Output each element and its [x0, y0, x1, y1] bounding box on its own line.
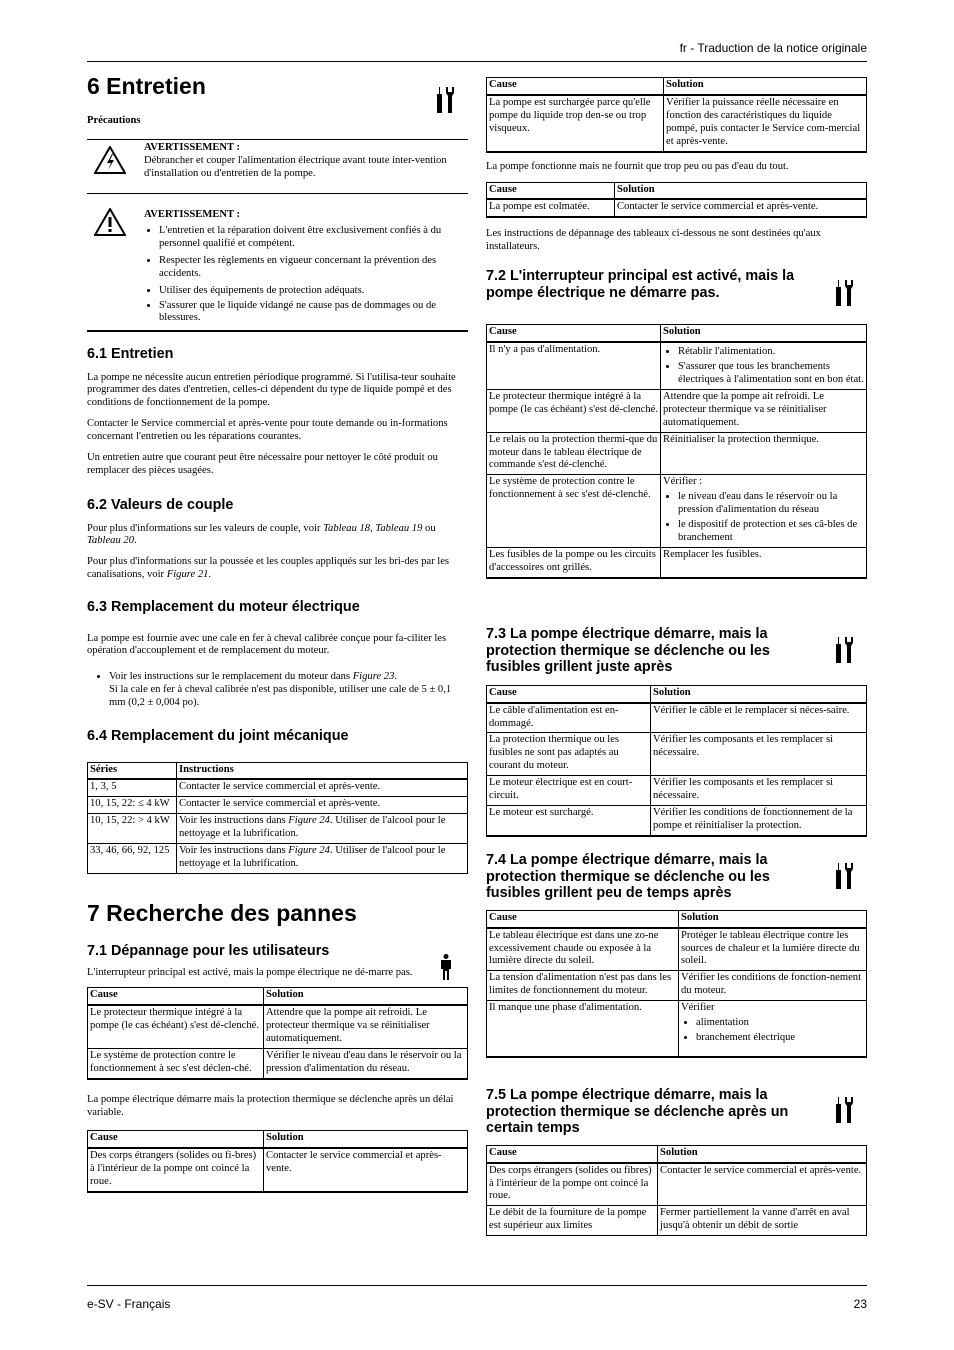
list-item: • le niveau d'eau dans le réservoir ou la pression d'alimentation du réseau [678, 491, 864, 517]
section-6-1 [87, 346, 465, 478]
table-row: Il n'y a pas d'alimentation. • Rétablir l'alimentation. • S'assurer que tous les branchements électriques à l'alimentation sont en bon état. [487, 342, 867, 389]
list-item: • le dispositif de protection et ses câ-bles de branchement [678, 519, 864, 545]
warning-triangle-icon [94, 208, 126, 236]
table-header: Solution [661, 325, 867, 342]
footer-rule [87, 1285, 867, 1286]
tools-icon [436, 87, 454, 113]
section-6-2-title: 6.2 Valeurs de couple [87, 497, 234, 513]
table-row: La pompe est surchargée parce qu'elle pompe du liquide trop den-se ou trop visqueux. Vérifier la puissance réelle nécessaire en fonction des caractéristiques du liquide pompé, puis contacter le Service com-mercial et après-vente. [487, 95, 867, 152]
list-item: • S'assurer que tous les branchements électriques à l'alimentation sont en bon état. [678, 361, 864, 387]
paragraph: Un entretien autre que courant peut être nécessaire pour nettoyer le côté produit ou remplacer des pièces usagées. [87, 452, 438, 477]
table-header: Cause [487, 1145, 658, 1162]
table-row: Le moteur électrique est en court-circuit. Vérifier les composants et les remplacer si nécessaire. [487, 776, 867, 806]
troubleshooting-table [486, 1145, 867, 1237]
table-row: Le système de protection contre le fonctionnement à sec s'est déclen-ché. Vérifier le niveau d'eau dans le réservoir ou la pression d'alimentation du réseau. [88, 1049, 468, 1079]
paragraph: Pour plus d'informations sur les valeurs de couple, voir Tableau 18, Tableau 19 ou Tableau 20. [87, 522, 436, 547]
section-6-4 [87, 728, 468, 874]
table-row: Le protecteur thermique intégré à la pompe (le cas échéant) s'est dé-clenché. Attendre que la pompe ait refroidi. Le protecteur thermique va se réinitialiser automatiquement. [88, 1005, 468, 1048]
table-row: Des corps étrangers (solides ou fibres) à l'intérieur de la pompe ont coincé la roue. Contacter le service commercial et après-vente. [487, 1163, 867, 1206]
right-column [486, 77, 867, 254]
table-row: Le protecteur thermique intégré à la pompe (le cas échéant) s'est dé-clenché. Attendre que la pompe ait refroidi. Le protecteur thermique va se réinitialiser automatiquement. [487, 389, 867, 432]
section-7-5 [486, 1087, 867, 1236]
tools-icon [835, 637, 853, 663]
section-7-1-title: 7.1 Dépannage pour les utilisateurs [87, 943, 330, 959]
table-header: Cause [487, 182, 615, 199]
table-row: La protection thermique ou les fusibles ne sont pas adaptés au courant du moteur. Vérifier les composants et les remplacer si nécessaire. [487, 733, 867, 776]
section-7-3-title: 7.3 La pompe électrique démarre, mais la protection thermique se déclenche ou les fusibles grillent juste après [486, 626, 770, 676]
tools-icon [835, 280, 853, 306]
figure-ref[interactable]: Figure 21 [166, 569, 209, 581]
table-row: Le câble d'alimentation est en-dommagé. Vérifier le câble et le remplacer si néces-saire. [487, 703, 867, 733]
list-item: • alimentation [696, 1017, 864, 1030]
paragraph: La pompe ne nécessite aucun entretien périodique programmé. Si l'utilisa-teur souhaite programmer des dates d'entretien, celles-ci dépendent du type de liquide pompé et des conditions de fonctionnement de la pompe. [87, 371, 456, 409]
paragraph: La pompe fonctionne mais ne fournit que trop peu ou pas d'eau du tout. [486, 160, 789, 172]
warning-1-text: Débrancher et couper l'alimentation électrique avant toute inter-vention d'installation ou d'entretien de la pompe. [144, 154, 447, 179]
table-header: Solution [679, 910, 867, 927]
warning-2-title: AVERTISSEMENT : [144, 209, 241, 220]
warning-2-item: • S'assurer que le liquide vidangé ne cause pas de dommages ou de blessures. [159, 300, 466, 326]
troubleshooting-table [486, 77, 867, 153]
seal-table [87, 762, 468, 874]
section-7-title: 7 Recherche des pannes [87, 900, 357, 926]
section-6-1-title: 6.1 Entretien [87, 346, 174, 362]
tools-icon [835, 1097, 853, 1123]
table-header: Solution [264, 1130, 468, 1147]
troubleshooting-table [486, 685, 867, 837]
paragraph: Contacter le Service commercial et après-vente pour toute demande ou in-formations concernant l'entretien ou les réparations courantes. [87, 418, 448, 443]
table-header: Instructions [177, 762, 468, 779]
warning-triangle-icon [94, 146, 126, 174]
table-header: Solution [664, 78, 867, 95]
table-header: Cause [88, 1130, 264, 1147]
troubleshooting-table [87, 1130, 468, 1193]
table-ref[interactable]: Tableau 20 [87, 535, 134, 547]
table-row: 10, 15, 22: > 4 kW Voir les instructions dans Figure 24. Utiliser de l'alcool pour le nettoyage et la lubrification. [88, 814, 468, 844]
warning-1-title: AVERTISSEMENT : [144, 142, 241, 153]
table-ref[interactable]: Tableau 18 [323, 522, 371, 534]
warning-box-2 [87, 193, 468, 332]
table-row: Le tableau électrique est dans une zo-ne excessivement chaude ou exposée à la lumière directe du soleil. Protéger le tableau électrique contre les sources de chaleur et la lumière directe du soleil. [487, 928, 867, 971]
troubleshooting-table [486, 910, 867, 1059]
table-row: Le moteur est surchargé. Vérifier les conditions de fonctionnement de la pompe et réinitialiser la protection. [487, 806, 867, 836]
paragraph: L'interrupteur principal est activé, mais la pompe électrique ne dé-marre pas. [87, 966, 413, 978]
list-item: • Rétablir l'alimentation. [678, 346, 864, 359]
precautions-label: Précautions [87, 115, 141, 126]
table-header: Cause [487, 685, 651, 702]
warning-2-item: • Respecter les règlements en vigueur concernant la prévention des accidents. [159, 255, 466, 281]
troubleshooting-table [87, 987, 468, 1080]
table-row: La pompe est colmatée. Contacter le service commercial et après-vente. [487, 199, 867, 217]
header-rule [87, 61, 867, 62]
section-7-2 [486, 268, 867, 579]
section-6-3 [87, 599, 465, 714]
table-row: 10, 15, 22: ≤ 4 kW Contacter le service commercial et après-vente. [88, 797, 468, 814]
section-6-2 [87, 497, 465, 582]
list-item: • branchement électrique [696, 1032, 864, 1045]
table-header: Cause [88, 988, 264, 1005]
section-7-4 [486, 852, 867, 1058]
page-number: 23 [853, 1297, 867, 1311]
figure-ref[interactable]: Figure 23 [352, 671, 395, 683]
table-row: Le système de protection contre le fonctionnement à sec s'est dé-clenché. Vérifier : • le niveau d'eau dans le réservoir ou la pression d'alimentation du réseau • le dispositif de protection et ses câ-bles de branchement [487, 475, 867, 548]
table-ref[interactable]: Tableau 19 [375, 522, 423, 534]
table-header: Solution [264, 988, 468, 1005]
footer-document-name: e-SV - Français [87, 1297, 171, 1311]
table-header: Solution [615, 182, 867, 199]
table-header: Solution [658, 1145, 867, 1162]
warning-box-1 [87, 139, 468, 194]
table-row: Il manque une phase d'alimentation. Vérifier • alimentation • branchement électrique [487, 1001, 867, 1058]
table-header: Séries [88, 762, 177, 779]
section-6-4-title: 6.4 Remplacement du joint mécanique [87, 728, 349, 744]
table-row: 33, 46, 66, 92, 125 Voir les instructions dans Figure 24. Utiliser de l'alcool pour le nettoyage et la lubrification. [88, 844, 468, 874]
paragraph: La pompe est fournie avec une cale en fer à cheval calibrée conçue pour fa-ciliter les opération d'accouplement et de remplacement du moteur. [87, 632, 447, 657]
table-row: 1, 3, 5 Contacter le service commercial et après-vente. [88, 779, 468, 796]
table-header: Solution [651, 685, 867, 702]
running-header: fr - Traduction de la notice originale [679, 41, 867, 55]
section-7-4-title: 7.4 La pompe électrique démarre, mais la protection thermique se déclenche ou les fusibles grillent peu de temps après [486, 852, 770, 902]
section-6-title: 6 Entretien [87, 73, 206, 99]
table-row: La tension d'alimentation n'est pas dans les limites de fonctionnement du moteur. Vérifier les conditions de fonction-nement du moteur. [487, 971, 867, 1001]
section-7-1 [87, 943, 468, 1193]
troubleshooting-table [486, 182, 867, 219]
table-row: Les fusibles de la pompe ou les circuits d'accessoires ont grillés. Remplacer les fusibles. [487, 547, 867, 577]
figure-ref[interactable]: Figure 24 [288, 845, 330, 857]
paragraph: La pompe électrique démarre mais la protection thermique se déclenche après un délai variable. [87, 1094, 454, 1118]
table-header: Cause [487, 78, 664, 95]
left-column [87, 74, 468, 99]
table-row: Des corps étrangers (solides ou fi-bres) à l'intérieur de la pompe ont coincé la roue. Contacter le service commercial et après-vente. [88, 1148, 468, 1192]
troubleshooting-table [486, 324, 867, 579]
paragraph: Pour plus d'informations sur la poussée et les couples appliqués sur les bri-des par les canalisations, voir Figure 21. [87, 556, 450, 581]
section-7-3 [486, 626, 867, 837]
table-row: Le débit de la fourniture de la pompe est supérieur aux limites Fermer partiellement la vanne d'arrêt en aval jusqu'à obtenir un débit de sortie [487, 1206, 867, 1236]
list-item: • Voir les instructions sur le remplacement du moteur dans Figure 23. Si la cale en fer à cheval calibrée n'est pas disponible, utiliser une cale de 5 ± 0,1 mm (0,2 ± 0,004 po). [109, 671, 465, 710]
section-7-2-title: 7.2 L'interrupteur principal est activé, mais la pompe électrique ne démarre pas. [486, 268, 795, 301]
paragraph: Les instructions de dépannage des tableaux ci-dessous ne sont destinées qu'aux installateurs. [486, 228, 821, 253]
tools-icon [835, 863, 853, 889]
user-icon [440, 954, 452, 980]
warning-2-item: • L'entretien et la réparation doivent être exclusivement confiés à du personnel qualifié et compétent. [159, 225, 466, 251]
section-6-3-title: 6.3 Remplacement du moteur électrique [87, 599, 360, 615]
figure-ref[interactable]: Figure 24 [288, 815, 330, 827]
section-7 [87, 901, 468, 926]
table-header: Cause [487, 325, 661, 342]
warning-2-item: • Utiliser des équipements de protection adéquats. [159, 285, 466, 298]
section-7-5-title: 7.5 La pompe électrique démarre, mais la protection thermique se déclenche après un certain temps [486, 1087, 789, 1137]
table-row: Le relais ou la protection thermi-que du moteur dans le tableau électrique de commande s'est dé-clenché. Réinitialiser la protection thermique. [487, 432, 867, 475]
table-header: Cause [487, 910, 679, 927]
